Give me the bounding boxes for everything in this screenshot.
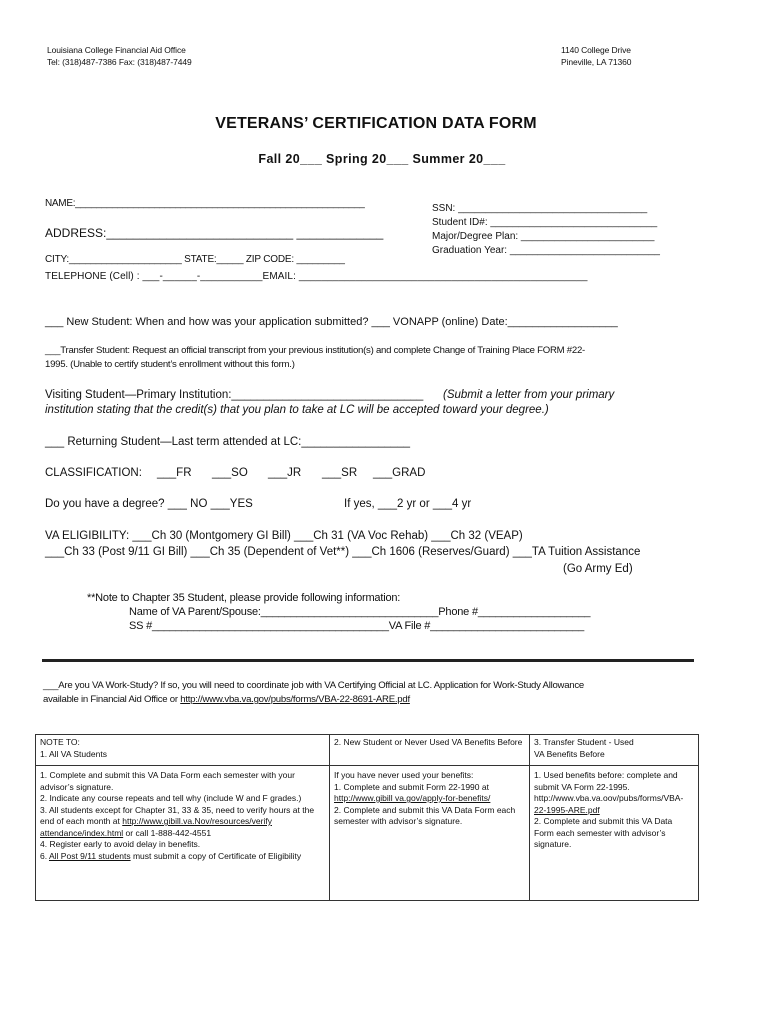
work-study-form-link[interactable]: http://www.vba.va.gov/pubs/forms/VBA-22-8691-ARE.pdf [180, 694, 410, 705]
classification-jr[interactable]: ___JR [268, 467, 302, 479]
list-item-text: must submit a copy of Certificate of Eligibility [132, 850, 302, 861]
chapter35-ss-line[interactable]: SS #________________________________________VA File #__________________________ [129, 620, 585, 632]
chapter35-note: **Note to Chapter 35 Student, please provide following information: [87, 592, 401, 604]
col1-header-line1: NOTE TO: [40, 737, 80, 747]
office-name: Louisiana College Financial Aid Office [47, 45, 186, 55]
new-student-line[interactable]: ___ New Student: When and how was your application submitted? ___ VONAPP (online) Date:__________________ [45, 316, 618, 328]
table-header-row [36, 735, 699, 766]
apply-benefits-link[interactable]: http://www.gibill va.gov/apply-for-benefits/ [334, 793, 491, 803]
telephone-email-field[interactable]: TELEPHONE (Cell) : ___-______-___________EMAIL: ___________________________________________________ [45, 271, 588, 282]
work-study-line2-prefix: available in Financial Aid Office or [43, 694, 181, 705]
chapter35-parent-line[interactable]: Name of VA Parent/Spouse:______________________________Phone #___________________ [129, 606, 591, 618]
degree-question[interactable]: Do you have a degree? ___ NO ___YES [45, 498, 253, 510]
classification-grad[interactable]: ___GRAD [373, 467, 426, 479]
transfer-student-line2: 1995. (Unable to certify student’s enrollment without this form.) [45, 359, 295, 370]
classification-label: CLASSIFICATION: [45, 467, 142, 479]
col2-header [330, 735, 530, 766]
list-item [40, 851, 325, 863]
verify-attendance-link[interactable]: http://www.gibill.va.Nov/resources/verify attendance/index.html [40, 816, 272, 838]
office-address-line2: Pineville, LA 71360 [561, 57, 632, 67]
list-item-underlined: All Post 9/11 students [48, 850, 131, 861]
vba-form-link-line1[interactable]: http://www.vba.va.oov/pubs/forms/VBA- [534, 793, 684, 803]
col1-header [36, 735, 330, 766]
classification-sr[interactable]: ___SR [322, 467, 358, 479]
col3-body [530, 766, 699, 901]
list-item: 4. Register early to avoid delay in benefits. [40, 839, 201, 849]
list-item: If you have never used your benefits: [334, 770, 474, 780]
ssn-field[interactable]: SSN: __________________________________ [432, 203, 648, 214]
visiting-note-line1: (Submit a letter from your primary [443, 389, 615, 401]
list-item: 2. Complete and submit this VA Data Form each semester with advisor’s signature. [534, 816, 673, 849]
city-state-zip-field[interactable]: CITY:_____________________ STATE:_____ ZIP CODE: _________ [45, 254, 345, 265]
student-id-field[interactable]: Student ID#: ______________________________ [432, 217, 658, 228]
list-item [40, 805, 325, 840]
notes-table [35, 734, 699, 901]
col1-header-line2: 1. All VA Students [40, 748, 107, 759]
classification-so[interactable]: ___SO [212, 467, 248, 479]
transfer-student-line1[interactable]: ___Transfer Student: Request an official transcript from your previous institution(s) and complete Change of Training Place FORM #22- [45, 345, 585, 356]
list-item: 1. Complete and submit this VA Data Form each semester with your advisor’s signature. [40, 770, 295, 792]
office-address-line1: 1140 College Drive [561, 45, 631, 55]
col2-header-text: 2. New Student or Never Used VA Benefits Before [334, 737, 523, 747]
degree-if-yes[interactable]: If yes, ___2 yr or ___4 yr [344, 498, 472, 510]
returning-student-line[interactable]: ___ Returning Student—Last term attended at LC:_________________ [45, 436, 411, 448]
col3-header-line1: 3. Transfer Student - Used [534, 737, 634, 747]
work-study-line2 [43, 694, 410, 705]
list-item: 1. Used benefits before: complete and submit VA Form 22-1995. [534, 770, 678, 792]
office-phone: Tel: (318)487-7386 Fax: (318)487-7449 [47, 57, 192, 67]
list-item: 2. Complete and submit this VA Data Form each semester with advisor’s signature. [334, 804, 516, 826]
va-eligibility-line1[interactable]: VA ELIGIBILITY: ___Ch 30 (Montgomery GI Bill) ___Ch 31 (VA Voc Rehab) ___Ch 32 (VEAP) [45, 530, 523, 542]
col3-header [530, 735, 699, 766]
address-field[interactable]: ADDRESS:____________________________ _____________ [45, 226, 384, 240]
list-item: 1. Complete and submit Form 22-1990 at [334, 781, 489, 792]
visiting-student-line[interactable]: Visiting Student—Primary Institution:______________________________ [45, 389, 424, 401]
col2-body [330, 766, 530, 901]
table-body-row [36, 766, 699, 901]
section-divider [42, 659, 694, 662]
list-item-text: 3. All students except for Chapter 31, 33 & 35, need to verify hours at the end of each month at [40, 804, 315, 826]
vba-form-link-line2[interactable]: 22-1995-ARE.pdf [534, 804, 600, 815]
graduation-year-field[interactable]: Graduation Year: ___________________________ [432, 245, 660, 256]
va-eligibility-line2[interactable]: ___Ch 33 (Post 9/11 GI Bill) ___Ch 35 (Dependent of Vet**) ___Ch 1606 (Reserves/Guard) ___TA Tuition Assistance [45, 546, 641, 558]
list-item-number: 6. [40, 850, 49, 861]
col3-header-line2: VA Benefits Before [534, 748, 605, 759]
work-study-line1[interactable]: ___Are you VA Work-Study? If so, you will need to coordinate job with VA Certifying Official at LC. Application for Work-Study Allowance [43, 680, 585, 691]
form-title: VETERANS’ CERTIFICATION DATA FORM [215, 115, 537, 132]
col1-body [36, 766, 330, 901]
visiting-note-line2: institution stating that the credit(s) that you plan to take at LC will be accepted toward your degree.) [45, 404, 549, 416]
term-selection[interactable]: Fall 20___ Spring 20___ Summer 20___ [258, 152, 506, 166]
major-field[interactable]: Major/Degree Plan: ________________________ [432, 231, 655, 242]
va-eligibility-line3: (Go Army Ed) [563, 563, 633, 575]
list-item-call: or call 1-888-442-4551 [123, 827, 212, 838]
classification-fr[interactable]: ___FR [157, 467, 192, 479]
name-field[interactable]: NAME:_______________________________________________________ [45, 198, 365, 209]
list-item: 2. Indicate any course repeats and tell why (include W and F grades.) [40, 793, 302, 803]
